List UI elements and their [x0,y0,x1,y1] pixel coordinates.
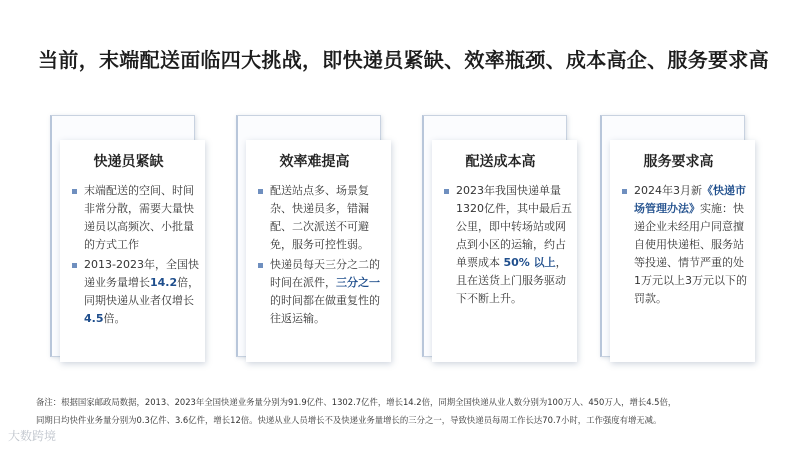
highlight-text: 三分之一 [336,276,380,289]
bullet-square-icon [72,189,77,194]
challenge-card [600,115,757,358]
bullet-square-icon [258,263,263,268]
highlight-text: 《快递市场管理办法》 [634,184,746,215]
bullet-list [444,182,572,310]
bullet-list [72,182,200,330]
bullet-text: 的时间都在做重复性的往返运输。 [270,294,380,325]
bullet-text: 倍。 [103,312,126,325]
footnote-line-1: 备注：根据国家邮政局数据，2013、2023年全国快递业务量分别为91.9亿件、1302.7亿件，增长14.2倍，同期全国快递从业人数分别为100万人、450万人，增长4.5倍， [36,397,677,407]
card-title: 效率难提高 [279,154,350,170]
bullet-list [258,182,386,330]
bullet-item [622,182,750,308]
challenge-card [236,115,393,358]
page-title: 当前，末端配送面临四大挑战，即快递员紧缺、效率瓶颈、成本高企、服务要求高 [38,48,769,72]
bullet-item [258,182,386,254]
bullet-item [72,182,200,254]
bullet-text: 倍，同期快递从业者仅增长 [84,276,200,307]
bullet-text: 末端配送的空间、时间非常分散，需要大量快递员以高频次、小批量的方式工作 [84,184,194,251]
bullet-square-icon [258,189,263,194]
bullet-text: 实施：快递企业未经用户同意擅自使用快递柜、服务站等投递、情节严重的处1万元以上3万元以下的罚款。 [634,202,747,305]
bullet-square-icon [72,263,77,268]
bullet-list [622,182,750,310]
bullet-item [258,256,386,328]
footnote-line-2: 同期日均快件业务量分别为0.3亿件、3.6亿件，增长12倍。快递从业人员增长不及快递业务量增长的三分之一，导致快递员每周工作长达70.7小时，工作强度有增无减。 [36,415,662,425]
bullet-square-icon [444,189,449,194]
card-title: 快递员紧缺 [93,154,164,170]
bullet-text: 快递员每天三分之二的时间在派件， [270,258,380,289]
bullet-text: ，且在送货上门服务驱动下不断上升。 [456,256,567,305]
card-title: 服务要求高 [643,154,714,170]
challenge-card [422,115,579,358]
bullet-item [72,256,200,328]
challenge-card [50,115,207,358]
watermark-logo: 大数跨境 [8,429,57,443]
bullet-text: 2013-2023年，全国快递业务量增长 [84,258,199,289]
bullet-item [444,182,572,308]
highlight-text: 50% 以上 [503,256,556,269]
highlight-text: 4.5 [84,312,104,325]
bullet-square-icon [622,189,627,194]
footnote [36,393,788,429]
bullet-text: 配送站点多、场景复杂、快递员多，错漏配、二次派送不可避免，服务可控性弱。 [270,184,369,251]
bullet-text: 2023年我国快递单量1320亿件，其中最后五公里，即中转场站或网点到小区的运输，约占单票成本 [456,184,572,269]
highlight-text: 14.2 [150,276,178,289]
card-title: 配送成本高 [465,154,536,170]
bullet-text: 2024年3月新 [634,184,702,197]
